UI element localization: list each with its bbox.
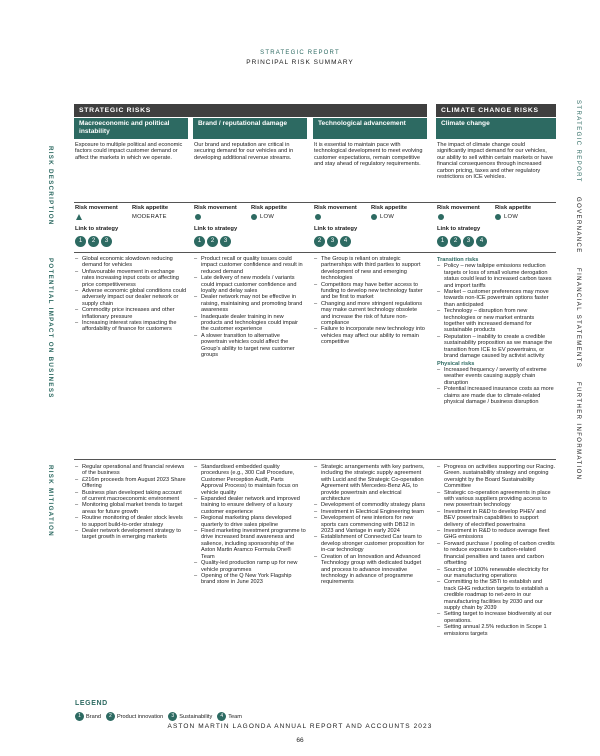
legend-label: Team	[228, 713, 242, 720]
strategy-badge: 4	[476, 236, 487, 247]
list-item: – The Group is reliant on strategic partnerships with third parties to support development of new and emerging technologies	[314, 256, 426, 282]
legend	[75, 712, 247, 721]
stable-dot-icon	[315, 214, 321, 220]
legend-item-sustainability	[168, 712, 212, 721]
list-item: – Quality-led production ramp up for new vehicle programmes	[194, 560, 306, 573]
risk-movement-label: Risk movement	[194, 205, 237, 211]
list-item: – Investment in R&D to reduce average fleet GHG emissions	[437, 528, 555, 541]
stable-dot-icon	[438, 214, 444, 220]
mitigation-tech	[314, 464, 426, 586]
legend-badge: 1	[75, 712, 84, 721]
strategic-risks-band: STRATEGIC RISKS	[74, 104, 427, 117]
strategy-badge: 1	[75, 236, 86, 247]
strategy-badge: 1	[194, 236, 205, 247]
list-item: – Fixed marketing investment programme to drive increased brand awareness and salience, including sponsorship of the Aston Martin Aramco Formula One® Team	[194, 528, 306, 560]
list-item: – Establishment of Connected Car team to develop stronger customer proposition for in-car technology	[314, 534, 426, 553]
section-label: STRATEGIC REPORT	[260, 50, 340, 56]
impact-climate	[437, 256, 555, 405]
list-item: – Reputation – inability to create a credible sustainability proposition as we manage the transition from ICE to EV powertrains, or brand damage caused by activist activity	[437, 334, 555, 360]
description-climate: The impact of climate change could significantly impact demand for our vehicles, our ability to sell within certain markets or have financial consequences through increased carbon pricing, taxes and other regulatory restrictions on ICE vehicles.	[437, 142, 553, 181]
stable-dot-icon	[195, 214, 201, 220]
list-item: – Progress on activities supporting our Racing. Green. sustainability strategy and ongoing oversight by the Board Sustainability Committee	[437, 464, 555, 490]
list-item: – Competitors may have better access to funding to develop new technology faster and be first to market	[314, 282, 426, 301]
list-item: – Changing and more stringent regulations may make current technology obsolete and increase the risk of future non-compliance	[314, 301, 426, 327]
page-number: 66	[296, 737, 304, 744]
list-item: – Development of new interiors for new sports cars commencing with DB12 in 2023 and Vantage in early 2024	[314, 515, 426, 534]
description-brand: Our brand and reputation are critical in securing demand for our vehicles and in developing additional revenue streams.	[194, 142, 294, 161]
legend-badge: 2	[106, 712, 115, 721]
impact-macro	[75, 256, 187, 333]
strategy-badge: 2	[450, 236, 461, 247]
triangle-up-icon	[76, 214, 82, 220]
risk-appetite-value: LOW	[380, 214, 395, 220]
column-header-tech: Technological advancement	[313, 118, 427, 139]
column-header-macro: Macroeconomic and political instability	[74, 118, 188, 139]
list-item: – Strategic co-operation agreements in place with various suppliers providing access to new powertrain technology	[437, 490, 555, 509]
impact-tech	[314, 256, 426, 346]
list-item: – Strategic arrangements with key partners, including the strategic supply agreement with Lucid and the Strategic Co-operation Agreement with Mercedes-Benz AG, to provide powertrain and electrical architecture	[314, 464, 426, 502]
strategy-badge: 1	[437, 236, 448, 247]
nav-further-information[interactable]: FURTHER INFORMATION	[575, 382, 581, 481]
list-item: – Standardised embedded quality procedures (e.g., 300 Call Procedure, Customer Perception Audit, Parts Approval Process) to maintain focus on vehicle quality	[194, 464, 306, 496]
legend-badge: 3	[168, 712, 177, 721]
strategy-badge: 3	[220, 236, 231, 247]
legend-item-product-innovation	[106, 712, 163, 721]
strategy-badge: 2	[207, 236, 218, 247]
list-item: – Potential increased insurance costs as more claims are made due to climate-related physical damage / business disruption	[437, 386, 555, 405]
list-item: – Monitoring global market trends to target areas for future growth	[75, 502, 187, 515]
row-label-description: RISK DESCRIPTION	[47, 146, 54, 226]
strategy-badge: 2	[314, 236, 325, 247]
list-item: – Adverse economic global conditions could adversely impact our dealer network or supply chain	[75, 288, 187, 307]
divider-description	[74, 202, 556, 203]
risk-movement-label: Risk movement	[437, 205, 480, 211]
list-item: – A slower transition to alternative powertrain vehicles could affect the Group's ability to target new customer groups	[194, 333, 306, 359]
nav-governance[interactable]: GOVERNANCE	[575, 197, 581, 254]
mitigation-macro	[75, 464, 187, 541]
row-label-impact: POTENTIAL IMPACT ON BUSINESS	[47, 258, 54, 399]
list-item: – Committing to the SBTi to establish and track GHG reduction targets to establish a credible roadmap to net-zero in our manufacturing facilities by 2030 and our supply chain by 2039	[437, 579, 555, 611]
strategy-badge: 3	[101, 236, 112, 247]
column-header-brand: Brand / reputational damage	[193, 118, 307, 139]
transition-risks-label: Transition risks	[437, 257, 479, 263]
list-item: – Unfavourable movement in exchange rates increasing input costs or affecting price competitiveness	[75, 269, 187, 288]
risk-movement-label: Risk movement	[314, 205, 357, 211]
list-item: – Setting annual 2.5% reduction in Scope 1 emissions targets	[437, 624, 555, 637]
list-item: – Inadequate dealer training in new products and technologies could impair the customer experience	[194, 314, 306, 333]
mitigation-climate	[437, 464, 555, 637]
list-item: – Routine monitoring of dealer stock levels to support build-to-order strategy	[75, 515, 187, 528]
list-item: – Policy – new tailpipe emissions reduction targets or loss of small volume derogation status could lead to increased carbon taxes and import tariffs	[437, 263, 555, 289]
appetite-dot-icon	[371, 214, 377, 220]
risk-appetite-label: Risk appetite	[132, 205, 169, 211]
list-item: – Regular operational and financial reviews of the business	[75, 464, 187, 477]
appetite-dot-icon	[495, 214, 501, 220]
list-item: – Commodity price increases and other inflationary pressure	[75, 307, 187, 320]
row-label-mitigation: RISK MITIGATION	[47, 465, 54, 537]
nav-strategic-report[interactable]: STRATEGIC REPORT	[575, 100, 581, 183]
strategy-links-macro	[75, 236, 112, 248]
climate-risks-band: CLIMATE CHANGE RISKS	[436, 104, 556, 117]
list-item: – Opening of the Q New York Flagship brand store in June 2023	[194, 573, 306, 586]
appetite-dot-icon	[251, 214, 257, 220]
risk-appetite-label: Risk appetite	[371, 205, 408, 211]
description-macro: Exposure to multiple political and economic factors could impact customer demand or affect the markets in which we operate.	[75, 142, 183, 161]
strategy-links-climate	[437, 236, 487, 248]
list-item: – Investment in Electrical Engineering team	[314, 509, 426, 515]
risk-appetite-value: LOW	[260, 214, 275, 220]
risk-appetite-label: Risk appetite	[251, 205, 288, 211]
link-to-strategy-label: Link to strategy	[75, 226, 119, 232]
risk-appetite-value: LOW	[504, 214, 519, 220]
risk-appetite-value: MODERATE	[132, 214, 167, 220]
list-item: – Increased frequency / severity of extreme weather events causing supply chain disruption	[437, 367, 555, 386]
legend-label: Product innovation	[116, 713, 164, 720]
list-item: – Regional marketing plans developed quarterly to drive sales pipeline	[194, 515, 306, 528]
footer-title: ASTON MARTIN LAGONDA ANNUAL REPORT AND ACCOUNTS 2023	[167, 723, 433, 730]
column-header-climate: Climate change	[436, 118, 556, 139]
strategy-badge: 2	[88, 236, 99, 247]
list-item: – Creation of an Innovation and Advanced Technology group with dedicated budget and process to advance innovative technology in advance of programme requirements	[314, 554, 426, 586]
page-title: PRINCIPAL RISK SUMMARY	[246, 59, 354, 66]
description-tech: It is essential to maintain pace with technological development to meet evolving customer expectations, remain competitive and stay ahead of regulatory requirements.	[314, 142, 423, 168]
legend-badge: 4	[217, 712, 226, 721]
list-item: – Increasing interest rates impacting the affordability of finance for customers	[75, 320, 187, 333]
list-item: – Forward purchase / pooling of carbon credits to reduce exposure to carbon-related financial penalties and taxes and carbon offsetting	[437, 541, 555, 567]
list-item: – Late delivery of new models / variants could impact customer confidence and loyalty and delay sales	[194, 275, 306, 294]
list-item: – Product recall or quality issues could impact customer confidence and result in reduced demand	[194, 256, 306, 275]
legend-item-team	[217, 712, 242, 721]
list-item: – Sourcing of 100% renewable electricity for our manufacturing operations	[437, 567, 555, 580]
list-item: – Technology – disruption from new technologies or new market entrants together with increased demand for sustainable products	[437, 308, 555, 334]
list-item: – Investment in R&D to develop PHEV and BEV powertrain capabilities to support delivery of electrified powertrains	[437, 509, 555, 528]
link-to-strategy-label: Link to strategy	[437, 226, 481, 232]
link-to-strategy-label: Link to strategy	[194, 226, 238, 232]
list-item: – Business plan developed taking account of current macroeconomic environment	[75, 490, 187, 503]
strategy-badge: 3	[463, 236, 474, 247]
risk-movement-label: Risk movement	[75, 205, 118, 211]
legend-item-brand	[75, 712, 101, 721]
list-item: – Dealer network may not be effective in raising, maintaining and promoting brand awareness	[194, 294, 306, 313]
strategy-badge: 4	[340, 236, 351, 247]
list-item: – Development of commodity strategy plans	[314, 502, 426, 508]
list-item: – Setting target to increase biodiversity at our operations.	[437, 611, 555, 624]
nav-financial-statements[interactable]: FINANCIAL STATEMENTS	[575, 268, 581, 369]
legend-label: Sustainability	[179, 713, 213, 720]
divider-links	[74, 252, 556, 253]
strategy-links-brand	[194, 236, 231, 248]
legend-label: Brand	[86, 713, 101, 720]
impact-brand	[194, 256, 306, 359]
list-item: – Failure to incorporate new technology into vehicles may affect our ability to remain competitive	[314, 326, 426, 345]
list-item: – £216m proceeds from August 2023 Share Offering	[75, 477, 187, 490]
legend-title: LEGEND	[75, 700, 108, 707]
link-to-strategy-label: Link to strategy	[314, 226, 358, 232]
list-item: – Expanded dealer network and improved training to ensure delivery of a luxury customer experience	[194, 496, 306, 515]
strategy-links-tech	[314, 236, 351, 248]
list-item: – Market – customer preferences may move towards non-ICE powertrain options faster than anticipated	[437, 289, 555, 308]
mitigation-brand	[194, 464, 306, 586]
list-item: – Dealer network development strategy to target growth in emerging markets	[75, 528, 187, 541]
side-navigation	[575, 100, 589, 480]
divider-impact	[74, 459, 556, 460]
strategy-badge: 3	[327, 236, 338, 247]
physical-risks-label: Physical risks	[437, 360, 475, 367]
list-item: – Global economic slowdown reducing demand for vehicles	[75, 256, 187, 269]
risk-appetite-label: Risk appetite	[495, 205, 532, 211]
